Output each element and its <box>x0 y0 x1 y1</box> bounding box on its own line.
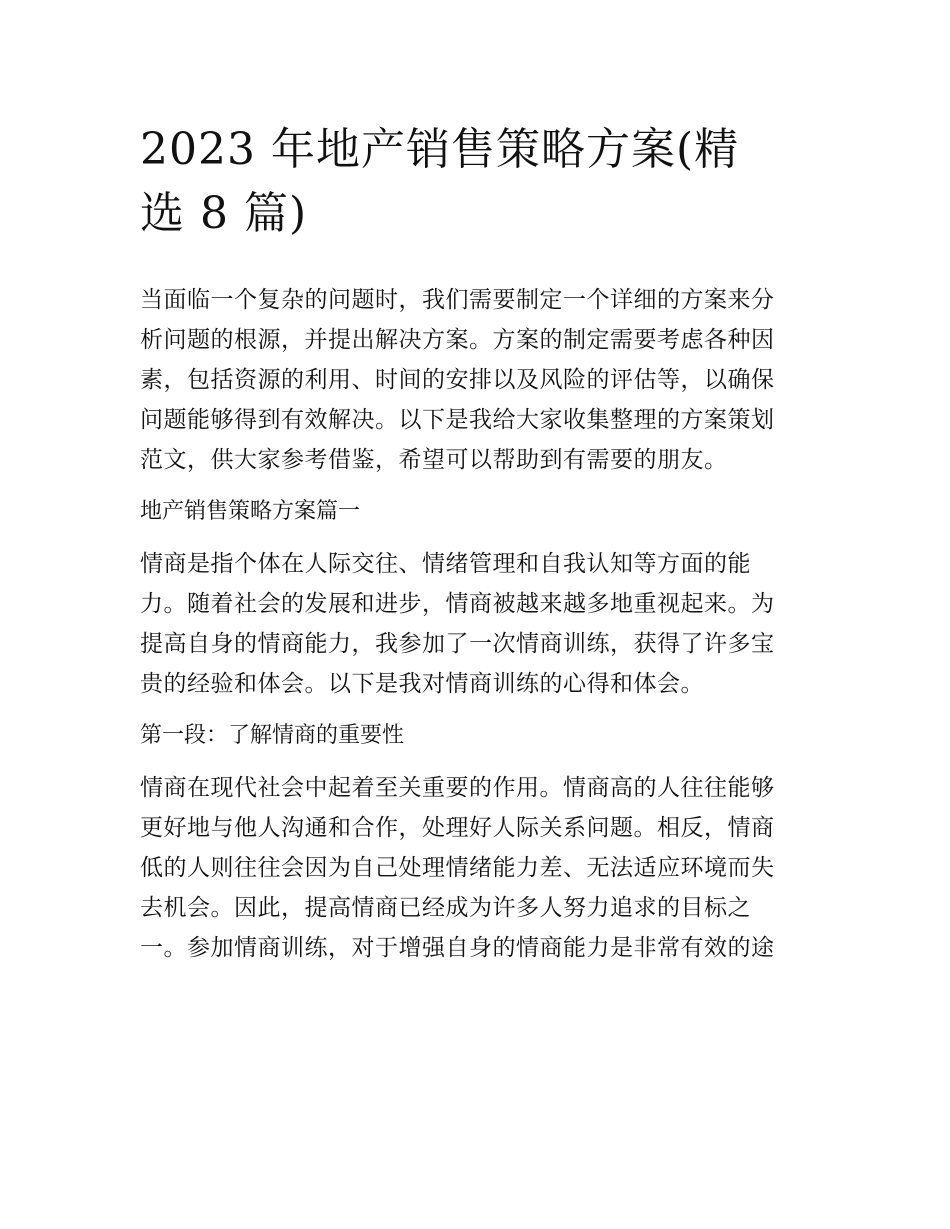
text-line: 情商是指个体在人际交往、情绪管理和自我认知等方面的能 <box>140 551 751 577</box>
text-line: 问题能够得到有效解决。以下是我给大家收集整理的方案策划 <box>140 407 775 433</box>
intro-paragraph <box>140 280 820 480</box>
title-line: 选 8 篇) <box>140 188 308 239</box>
section-paragraph <box>140 544 820 704</box>
text-line: 低的人则往往会因为自己处理情绪能力差、无法适应环境而失 <box>140 855 775 881</box>
title-line: 2023 年地产销售策略方案(精 <box>140 124 740 175</box>
text-line: 更好地与他人沟通和合作，处理好人际关系问题。相反，情商 <box>140 815 775 841</box>
text-line: 去机会。因此，提高情商已经成为许多人努力追求的目标之 <box>140 895 751 921</box>
text-line: 析问题的根源，并提出解决方案。方案的制定需要考虑各种因 <box>140 327 775 353</box>
text-line: 素，包括资源的利用、时间的安排以及风险的评估等，以确保 <box>140 367 775 393</box>
subheading: 第一段：了解情商的重要性 <box>140 723 405 748</box>
section-title: 地产销售策略方案篇一 <box>140 499 361 524</box>
text-line: 力。随着社会的发展和进步，情商被越来越多地重视起来。为 <box>140 591 775 617</box>
text-line: 情商在现代社会中起着至关重要的作用。情商高的人往往能够 <box>140 775 775 801</box>
text-line: 提高自身的情商能力，我参加了一次情商训练，获得了许多宝 <box>140 631 775 657</box>
text-line: 贵的经验和体会。以下是我对情商训练的心得和体会。 <box>140 671 704 697</box>
text-line: 当面临一个复杂的问题时，我们需要制定一个详细的方案来分 <box>140 287 775 313</box>
text-line: 范文，供大家参考借鉴，希望可以帮助到有需要的朋友。 <box>140 447 728 473</box>
importance-paragraph <box>140 768 820 968</box>
text-line: 一。参加情商训练，对于增强自身的情商能力是非常有效的途 <box>140 935 775 961</box>
document-body <box>140 280 820 968</box>
document-page <box>140 118 820 968</box>
document-title <box>140 118 820 246</box>
